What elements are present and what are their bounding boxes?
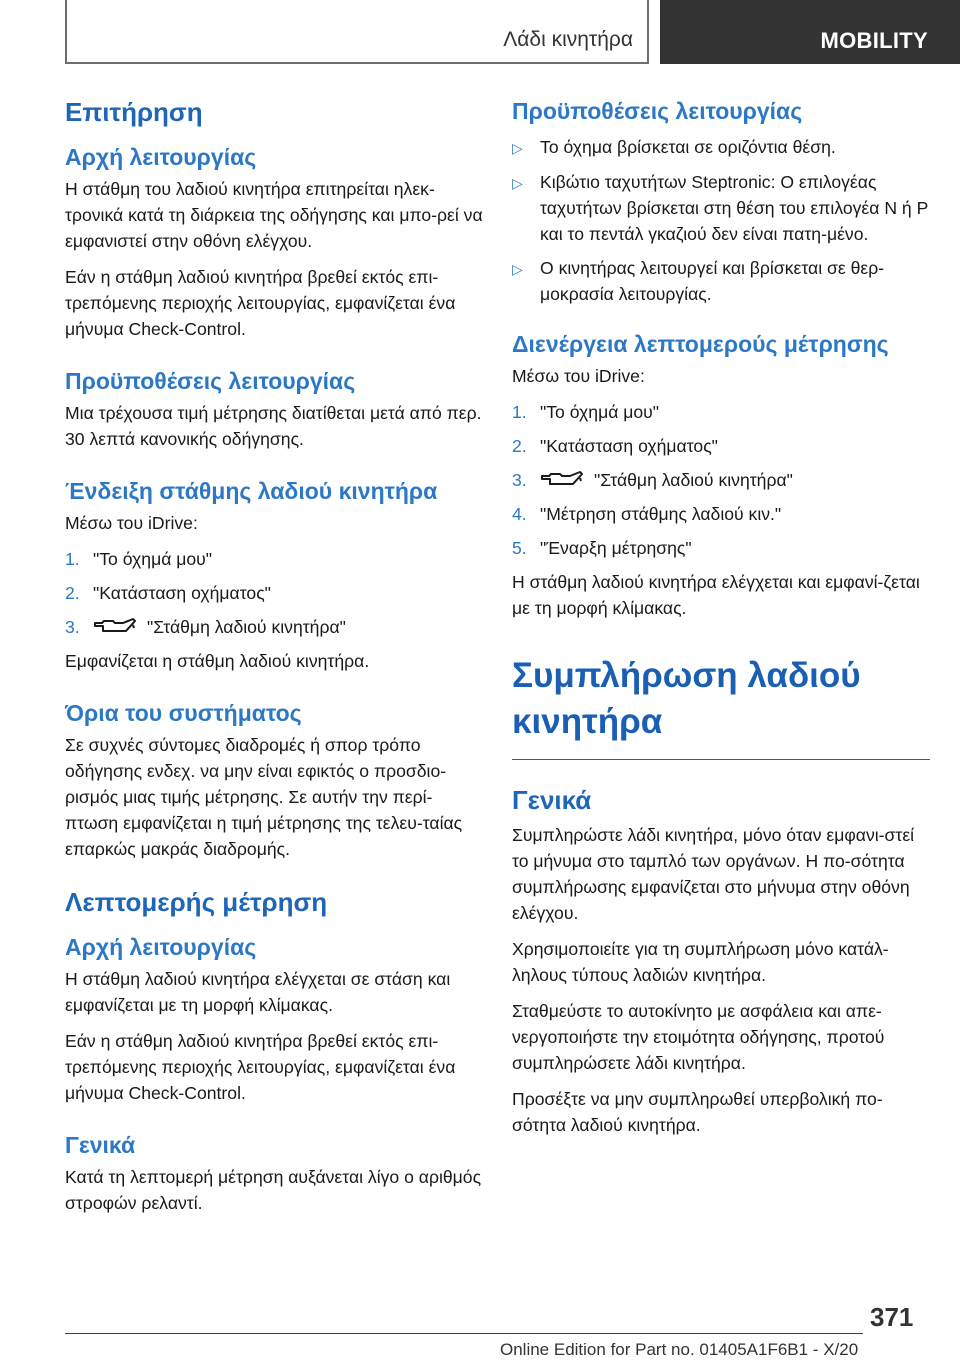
section-title-monitoring: Επιτήρηση: [65, 97, 203, 127]
step-text: "Κατάσταση οχήματος": [93, 583, 271, 603]
section-title-detailed-measurement: Λεπτομερής μέτρηση: [65, 887, 328, 917]
section-tab-mobility[interactable]: [660, 0, 960, 64]
paragraph: Η στάθμη λαδιού κινητήρα ελέγχεται σε στάση και εμφανίζεται με τη μορφή κλίμακας.: [65, 969, 451, 1015]
list-item: [512, 255, 930, 307]
left-column: [65, 96, 483, 1226]
step-text: "Κατάσταση οχήματος": [540, 436, 718, 456]
paragraph: Μέσω του iDrive:: [512, 366, 645, 386]
paragraph: Εάν η στάθμη λαδιού κινητήρα βρεθεί εκτός επι-τρεπόμενης περιοχής λειτουργίας, εμφανίζεται ένα μήνυμα Check-Control.: [65, 267, 456, 339]
bullet-text: Το όχημα βρίσκεται σε οριζόντια θέση.: [540, 137, 836, 157]
step-number: 5.: [512, 538, 527, 558]
paragraph: Εάν η στάθμη λαδιού κινητήρα βρεθεί εκτός επι-τρεπόμενης περιοχής λειτουργίας, εμφανίζεται ένα μήνυμα Check-Control.: [65, 1031, 456, 1103]
list-item: [512, 467, 930, 493]
list-item: [65, 580, 483, 606]
step-number: 4.: [512, 504, 527, 524]
list-item: [512, 501, 930, 527]
subheading-general: Γενικά: [65, 1132, 136, 1158]
step-number: 1.: [512, 402, 527, 422]
paragraph: Κατά τη λεπτομερή μέτρηση αυξάνεται λίγο ο αριθμός στροφών ρελαντί.: [65, 1167, 482, 1213]
bullet-triangle-icon: ▷: [512, 175, 523, 191]
step-number: 1.: [65, 549, 80, 569]
subheading-system-limits: Όρια του συστήματος: [65, 700, 302, 726]
right-column: [512, 96, 930, 1148]
edition-footer: Online Edition for Part no. 01405A1F6B1 - X/20: [500, 1340, 859, 1359]
subheading-prerequisites: Προϋποθέσεις λειτουργίας: [65, 368, 356, 394]
list-item: [512, 134, 930, 161]
bullet-triangle-icon: ▷: [512, 140, 523, 156]
subheading-oil-level-display: Ένδειξη στάθμης λαδιού κινητήρα: [65, 478, 438, 504]
list-item: [512, 535, 930, 561]
step-text: "Έναρξη μέτρησης": [540, 538, 692, 558]
step-number: 2.: [65, 583, 80, 603]
paragraph: Συμπληρώστε λάδι κινητήρα, μόνο όταν εμφανι-στεί το μήνυμα στο ταμπλό των οργάνων. Η πο-σότητα συμπλήρωσης εμφανίζεται στο μήνυμα στην οθόνη ελέγχου.: [512, 825, 915, 923]
list-item: [512, 169, 930, 247]
step-text: "Το όχημά μου": [540, 402, 660, 422]
bullet-triangle-icon: ▷: [512, 261, 523, 277]
page-number: 371: [870, 1302, 914, 1332]
steps-list: [65, 546, 483, 640]
step-number: 3.: [512, 470, 527, 490]
subheading-principle: Αρχή λειτουργίας: [65, 144, 257, 170]
subheading-prerequisites: Προϋποθέσεις λειτουργίας: [512, 98, 803, 124]
list-item: [65, 614, 483, 640]
footer-divider: [65, 1333, 863, 1334]
section-tab-label: MOBILITY: [820, 28, 928, 53]
paragraph: Σε συχνές σύντομες διαδρομές ή σπορ τρόπο οδήγησης ενδεχ. να μην είναι εφικτός ο προσδιο-ρισμός μιας τιμής μέτρησης. Σε αυτήν την περί-πτωση εμφανίζεται η τιμή μέτρησης της τελευ-ταίας επαρκώς μακράς διαδρομής.: [65, 735, 463, 859]
oil-can-icon: [540, 470, 584, 488]
bullet-text: Ο κινητήρας λειτουργεί και βρίσκεται σε θερ-μοκρασία λειτουργίας.: [540, 258, 885, 304]
step-text: "Μέτρηση στάθμης λαδιού κιν.": [540, 504, 782, 524]
paragraph: Μια τρέχουσα τιμή μέτρησης διατίθεται μετά από περ. 30 λεπτά κανονικής οδήγησης.: [65, 403, 482, 449]
list-item: [512, 433, 930, 459]
bullet-list: [512, 134, 930, 307]
subheading-general: Γενικά: [512, 785, 592, 815]
step-number: 3.: [65, 617, 80, 637]
paragraph: Χρησιμοποιείτε για τη συμπλήρωση μόνο κατάλ-ληλους τύπους λαδιών κινητήρα.: [512, 939, 889, 985]
steps-list: [512, 399, 930, 561]
step-text: "Στάθμη λαδιού κινητήρα": [147, 617, 346, 637]
paragraph: Η στάθμη του λαδιού κινητήρα επιτηρείται ηλεκ-τρονικά κατά τη διάρκεια της οδήγησης και μπο-ρεί να εμφανιστεί στην οθόνη ελέγχου.: [65, 179, 483, 251]
paragraph: Προσέξτε να μην συμπληρωθεί υπερβολική πο-σότητα λαδιού κινητήρα.: [512, 1089, 883, 1135]
list-item: [65, 546, 483, 572]
step-number: 2.: [512, 436, 527, 456]
subheading-principle: Αρχή λειτουργίας: [65, 934, 257, 960]
header-frame: [65, 0, 649, 64]
paragraph: Η στάθμη λαδιού κινητήρα ελέγχεται και εμφανί-ζεται με τη μορφή κλίμακας.: [512, 572, 920, 618]
bullet-text: Κιβώτιο ταχυτήτων Steptronic: Ο επιλογέας ταχυτήτων βρίσκεται στη θέση του επιλογέα N ή P και το πεντάλ γκαζιού δεν είναι πατη-μένο.: [540, 172, 929, 244]
paragraph: Μέσω του iDrive:: [65, 513, 198, 533]
chapter-title-oil-top-up: Συμπλήρωση λαδιού κινητήρα: [512, 656, 861, 741]
step-text: "Το όχημά μου": [93, 549, 213, 569]
paragraph: Σταθμεύστε το αυτοκίνητο με ασφάλεια και απε-νεργοποιήστε την ετοιμότητα οδήγησης, προτού συμπληρώσετε λάδι κινητήρα.: [512, 1001, 885, 1073]
header-title: Λάδι κινητήρα: [503, 28, 633, 51]
paragraph: Εμφανίζεται η στάθμη λαδιού κινητήρα.: [65, 651, 370, 671]
oil-can-icon: [93, 617, 137, 635]
title-underline: [512, 759, 930, 760]
list-item: [512, 399, 930, 425]
subheading-perform-measurement: Διενέργεια λεπτομερούς μέτρησης: [512, 331, 889, 357]
step-text: "Στάθμη λαδιού κινητήρα": [594, 470, 793, 490]
